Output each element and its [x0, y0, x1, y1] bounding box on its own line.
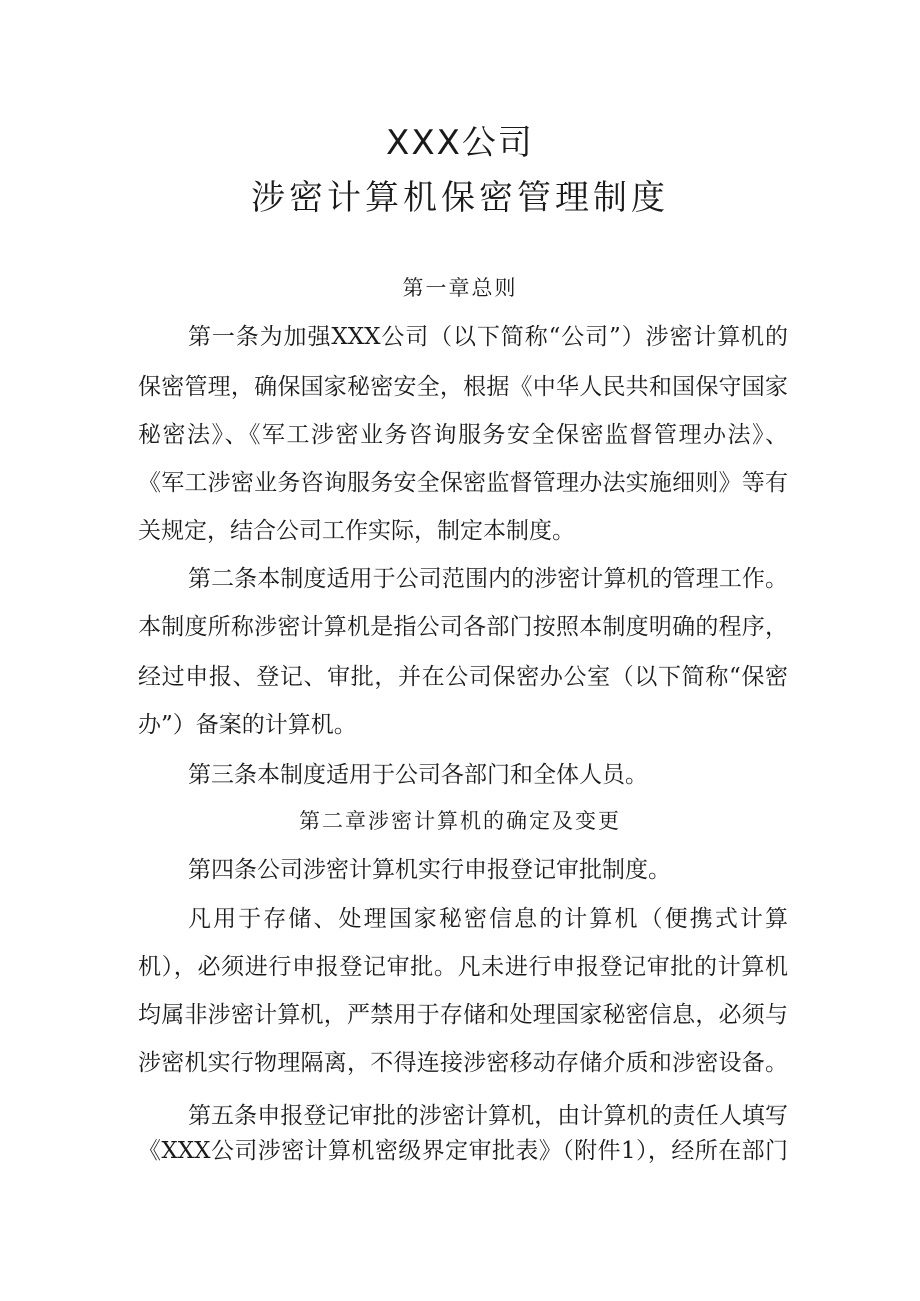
article-5-line-2: 《XXX公司涉密计算机密级界定审批表》（附件1），经所在部门 [138, 1138, 788, 1164]
article-1-line-4: 《军工涉密业务咨询服务安全保密监督管理办法实施细则》等有 [138, 470, 788, 496]
article-1-line-5: 关规定，结合公司工作实际，制定本制度。 [138, 518, 575, 544]
article-3-line-1: 第三条本制度适用于公司各部门和全体人员。 [188, 762, 648, 788]
article-1-line-2: 保密管理，确保国家秘密安全，根据《中华人民共和国保守国家 [138, 374, 788, 400]
article-1-line-1: 第一条为加强XXX公司（以下简称“公司”）涉密计算机的 [188, 324, 788, 350]
article-2-line-4: 办”）备案的计算机。 [138, 712, 357, 738]
article-2-line-1: 第二条本制度适用于公司范围内的涉密计算机的管理工作。 [188, 566, 788, 592]
article-4-para-line-1: 凡用于存储、处理国家秘密信息的计算机（便携式计算 [188, 906, 788, 932]
article-4-line-1: 第四条公司涉密计算机实行申报登记审批制度。 [188, 857, 671, 883]
article-2-line-2: 本制度所称涉密计算机是指公司各部门按照本制度明确的程序， [138, 614, 788, 640]
article-1-line-3: 秘密法》、《军工涉密业务咨询服务安全保密监督管理办法》、 [138, 422, 788, 448]
document-title-company: XXX公司 [386, 123, 534, 163]
article-2-line-3: 经过申报、登记、审批，并在公司保密办公室（以下简称“保密 [138, 664, 788, 690]
document-title-regulation: 涉密计算机保密管理制度 [251, 178, 669, 218]
article-4-para-line-3: 均属非涉密计算机，严禁用于存储和处理国家秘密信息，必须与 [138, 1002, 788, 1028]
article-5-line-1: 第五条申报登记审批的涉密计算机，由计算机的责任人填写 [188, 1103, 788, 1129]
chapter-1-heading: 第一章总则 [402, 276, 518, 300]
chapter-2-heading: 第二章涉密计算机的确定及变更 [299, 809, 621, 833]
article-4-para-line-4: 涉密机实行物理隔离，不得连接涉密移动存储介质和涉密设备。 [138, 1050, 788, 1076]
article-4-para-line-2: 机），必须进行申报登记审批。凡未进行申报登记审批的计算机 [138, 954, 788, 980]
